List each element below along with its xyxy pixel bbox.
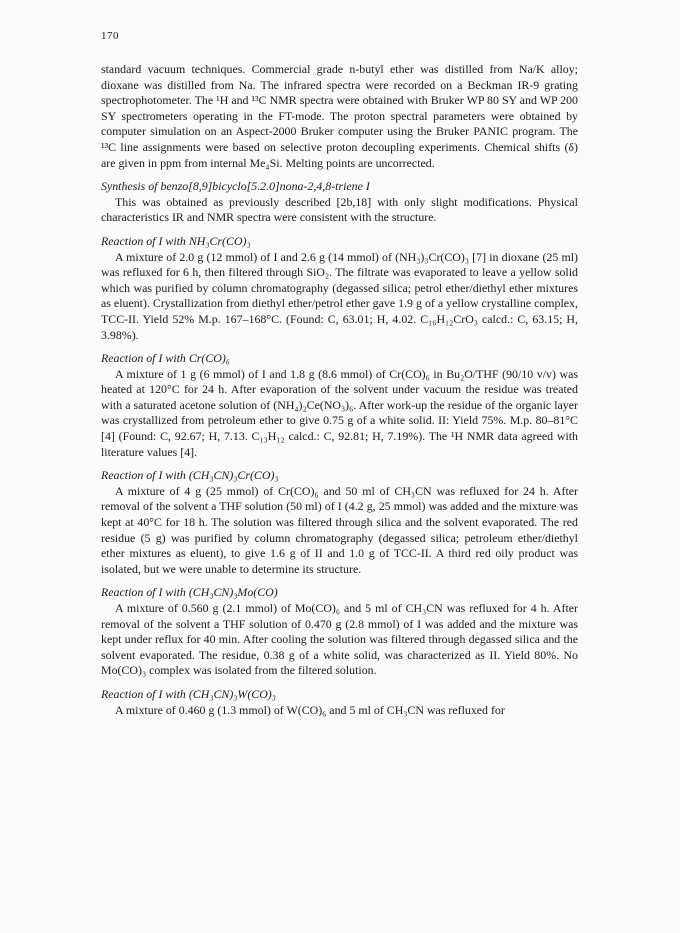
section-title: Reaction of I with (CH₃CN)₃Mo(CO) bbox=[101, 585, 278, 600]
section-body: A mixture of 4 g (25 mmol) of Cr(CO)₆ and 50 ml of CH₃CN was refluxed for 24 h. After removal of the solvent a THF solution (50 ml) of I (4.2 g, 25 mmol) was added and the mixture was kept at 40°C for 18 h. The solution was filtered through silica and the solvent evaporated. The red residue (5 g) was purified by column chromatography (degassed silica; petroleum ether/diethyl ether mixtures as eluent), to give 1.6 g of II and 1.0 g of TCC-II. A third red oily product was isolated, but we were unable to determine its structure. bbox=[101, 483, 578, 576]
section-body: A mixture of 1 g (6 mmol) of I and 1.8 g (8.6 mmol) of Cr(CO)₆ in Bu₂O/THF (90/10 v/v) was heated at 120°C for 24 h. After evaporation of the solvent under vacuum the residue was treated with a saturated acetone solution of (NH₄)₂Ce(NO₃)₆. After work-up the residue of the organic layer was crystallized from petroleum ether to give 0.75 g of a white solid. II: Yield 75%. M.p. 80–81°C [4] (Found: C, 92.67; H, 7.13. C₁₃H₁₂ calcd.: C, 92.81; H, 7.19%). The ¹H NMR data agreed with literature values [4]. bbox=[101, 366, 578, 459]
section-title: Reaction of I with (CH₃CN)₃Cr(CO)₃ bbox=[101, 468, 279, 483]
intro-paragraph: standard vacuum techniques. Commercial grade n-butyl ether was distilled from Na/K alloy; dioxane was distilled from Na. The infrared spectra were recorded on a Beckman IR-9 grating spectrophotometer. The ¹H and ¹³C NMR spectra were obtained with Bruker WP 80 SY and WP 200 SY spectrometers operating in the FT-mode. The proton spectral parameters were obtained by computer simulation on an Aspect-2000 Bruker computer using the Bruker PANIC program. The ¹³C line assignments were based on selective proton decoupling experiments. Chemical shifts (δ) are given in ppm from internal Me₄Si. Melting points are uncorrected. bbox=[101, 62, 578, 170]
section-body: A mixture of 0.460 g (1.3 mmol) of W(CO)₆ and 5 ml of CH₃CN was refluxed for bbox=[115, 702, 505, 717]
page-number: 170 bbox=[101, 30, 119, 42]
section-reaction-ch3cn-cr bbox=[101, 468, 578, 577]
section-reaction-crco6 bbox=[101, 351, 578, 460]
section-reaction-nh3cr bbox=[101, 234, 578, 343]
section-title: Reaction of I with Cr(CO)₆ bbox=[101, 351, 230, 366]
section-reaction-ch3cn-mo bbox=[101, 585, 578, 679]
section-body: A mixture of 2.0 g (12 mmol) of I and 2.6 g (14 mmol) of (NH₃)₃Cr(CO)₃ [7] in dioxane (25 ml) was refluxed for 6 h, then filtered through SiO₂. The filtrate was evaporated to leave a yellow solid which was purified by column chromatography (degassed silica; petrol ether/diethyl ether mixtures as eluent). Crystallization from diethyl ether/petrol ether gave 1.9 g of a yellow crystalline complex, TCC-II. Yield 52% M.p. 167–168°C. (Found: C, 63.01; H, 4.02. C₁₆H₁₂CrO₃ calcd.: C, 63.15; H, 3.98%). bbox=[101, 249, 578, 342]
section-synthesis bbox=[101, 179, 578, 226]
body-text bbox=[101, 62, 578, 718]
section-reaction-ch3cn-w bbox=[101, 687, 578, 718]
section-title: Reaction of I with (CH₃CN)₃W(CO)₃ bbox=[101, 686, 276, 701]
section-title: Synthesis of benzo[8,9]bicyclo[5.2.0]nona-2,4,8-triene I bbox=[101, 179, 370, 194]
section-body: This was obtained as previously described [2b,18] with only slight modifications. Physical characteristics IR and NMR spectra were consistent with the structure. bbox=[101, 194, 578, 225]
section-title: Reaction of I with NH₃Cr(CO)₃ bbox=[101, 233, 251, 248]
section-body: A mixture of 0.560 g (2.1 mmol) of Mo(CO)₆ and 5 ml of CH₃CN was refluxed for 4 h. After removal of the solvent a THF solution of 0.470 g (2.8 mmol) of I was added and the mixture was kept under reflux for 40 min. After cooling the solution was filtered through degassed silica and the solvent evaporated. The residue, 0.38 g of a white solid, was characterized as II. Yield 80%. No Mo(CO)₃ complex was isolated from the filtered solution. bbox=[101, 601, 578, 678]
